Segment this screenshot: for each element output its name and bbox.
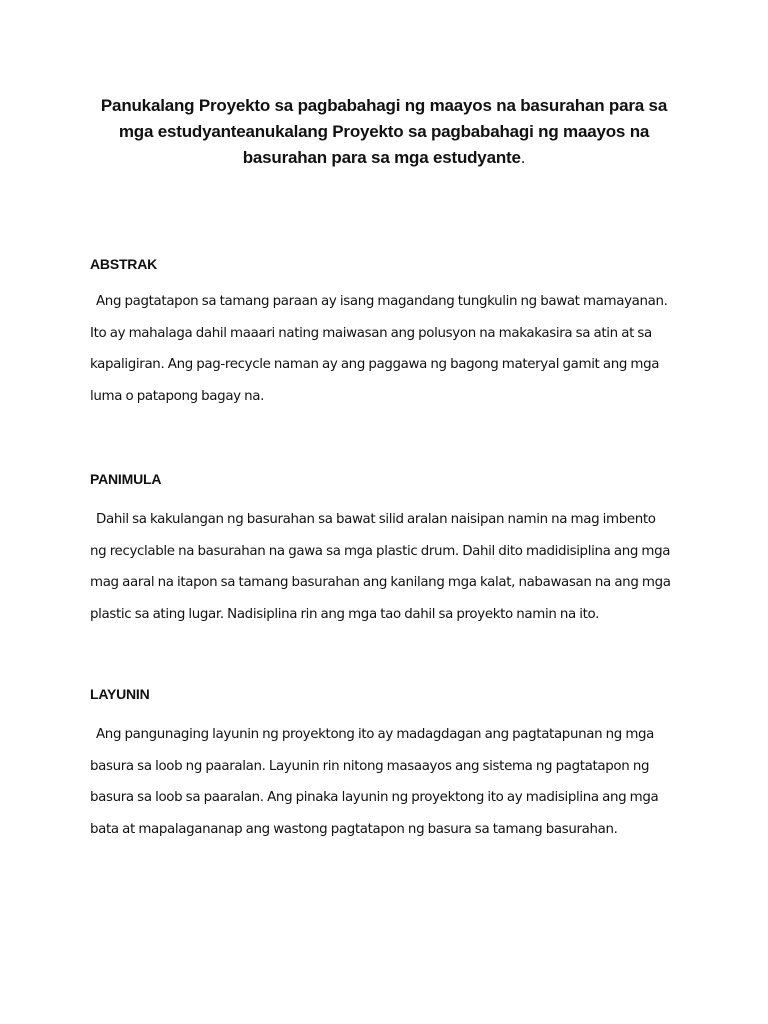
section-body-layunin [90, 719, 690, 845]
paragraph-line: plastic sa ating lugar. Nadisiplina rin ang mga tao dahil sa proyekto namin na ito. [90, 606, 600, 622]
section-heading-panimula: PANIMULA [90, 471, 162, 487]
title-line-3: basurahan para sa mga estudyante [242, 148, 521, 167]
paragraph-line: ng recyclable na basurahan na gawa sa mga plastic drum. Dahil dito madidisiplina ang mga [90, 543, 671, 559]
section-heading-abstrak: ABSTRAK [90, 256, 158, 272]
paragraph-line: Ang pagtatapon sa tamang paraan ay isang magandang tungkulin ng bawat mamayanan. [96, 294, 668, 309]
paragraph-line: bata at mapalagananap ang wastong pagtatapon ng basura sa tamang basurahan. [90, 821, 618, 837]
paragraph-line: mag aaral na itapon sa tamang basurahan ang kanilang mga kalat, nabawasan na ang mga [90, 575, 671, 590]
section-heading-layunin: LAYUNIN [90, 686, 150, 702]
title-line-2: mga estudyanteanukalang Proyekto sa pagbabahagi ng maayos na [118, 122, 650, 141]
paragraph-line: Ito ay mahalaga dahil maaari nating maiwasan ang polusyon na makakasira sa atin at sa [90, 325, 652, 341]
paragraph-line: kapaligiran. Ang pag-recycle naman ay ang paggawa ng bagong materyal gamit ang mga [90, 357, 660, 372]
document-title [80, 93, 688, 171]
paragraph-line: basura sa loob sa paaralan. Ang pinaka layunin ng proyektong ito ay madisiplina ang mga [90, 790, 659, 805]
paragraph-line: Ang pangunaging layunin ng proyektong ito ay madagdagan ang pagtatapunan ng mga [96, 727, 655, 742]
title-period: . [520, 148, 526, 167]
section-body-abstrak [90, 286, 690, 412]
paragraph-line: Dahil sa kakulangan ng basurahan sa bawat silid aralan naisipan namin na mag imbento [96, 512, 656, 527]
section-body-panimula [90, 504, 690, 630]
paragraph-line: basura sa loob ng paaralan. Layunin rin nitong masaayos ang sistema ng pagtatapon ng [90, 758, 650, 774]
paragraph-line: luma o patapong bagay na. [90, 388, 265, 404]
title-line-1: Panukalang Proyekto sa pagbabahagi ng maayos na basurahan para sa [100, 96, 668, 115]
